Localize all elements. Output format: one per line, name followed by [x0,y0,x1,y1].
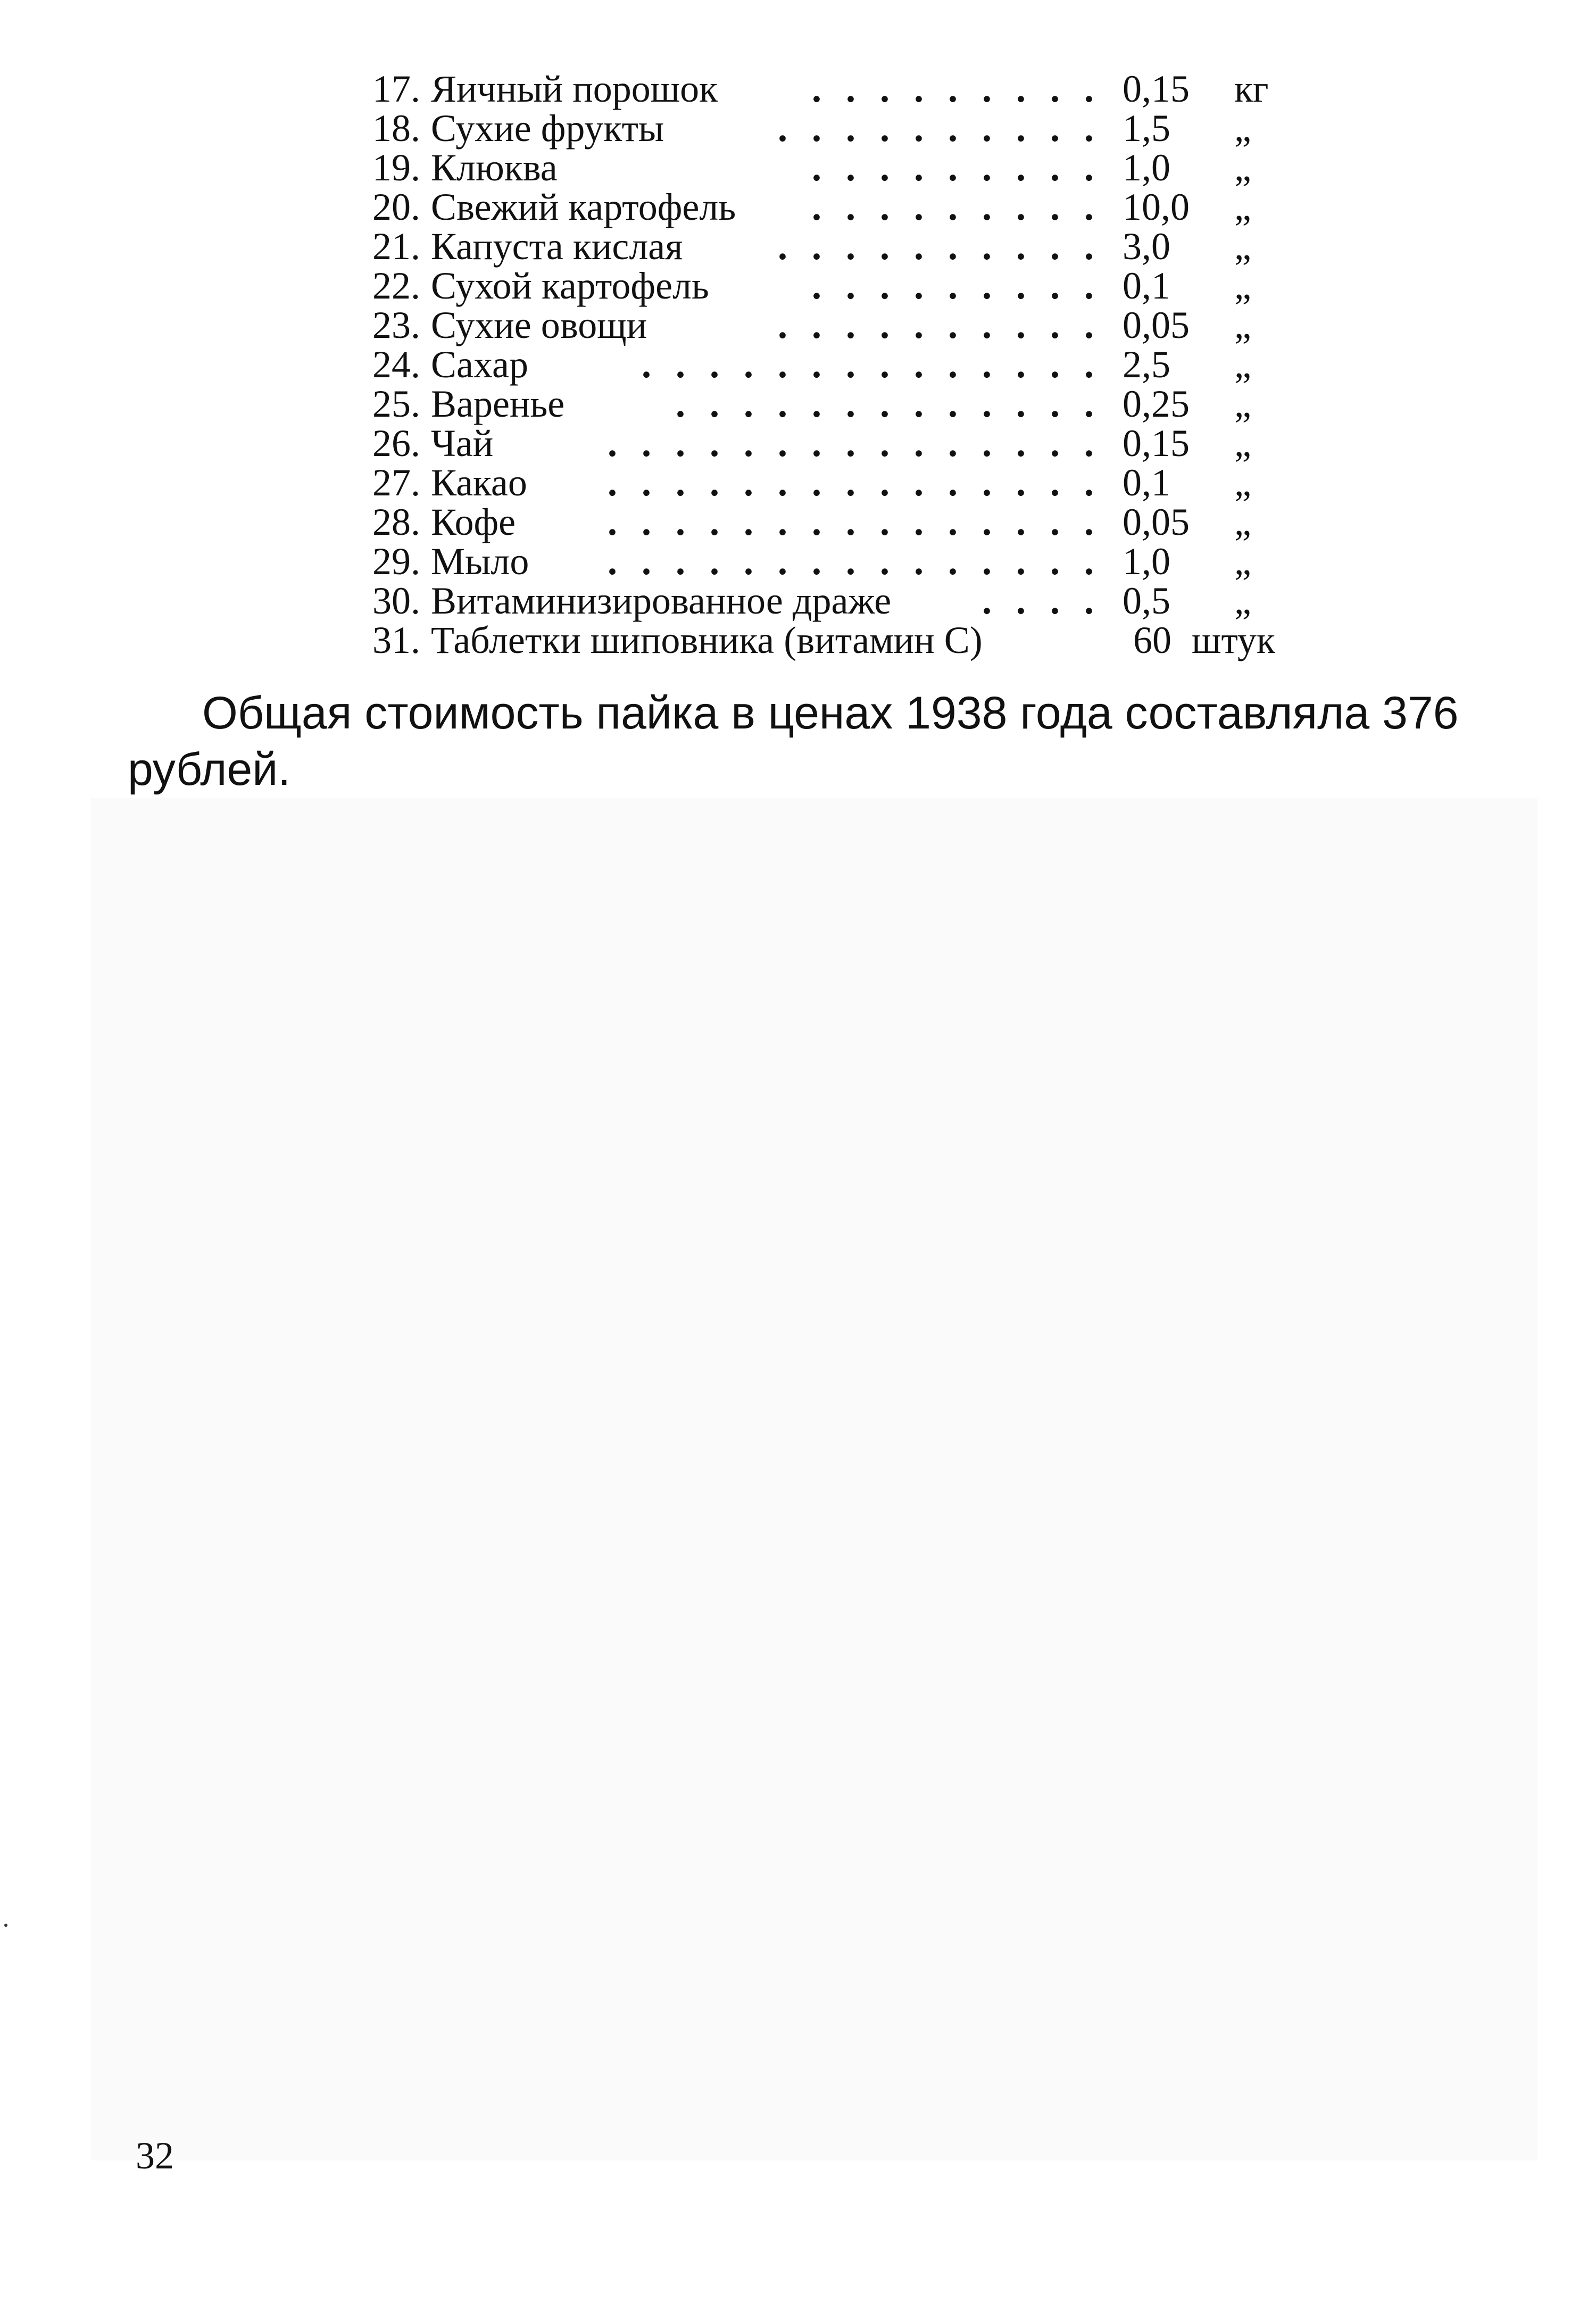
item-unit: „ [1234,264,1251,307]
list-item [0,581,1596,620]
leader-dots: . . . . . . . . . . [778,107,1101,150]
leader-dots: . . . . . . . . . [812,186,1101,228]
item-unit: кг [1234,68,1269,110]
item-unit: „ [1234,107,1251,150]
item-quantity: 0,05 [1123,304,1190,346]
list-item [0,148,1596,187]
leader-dots: . . . . . . . . . . . . . . . [608,422,1101,465]
scan-speck [4,1924,7,1927]
item-unit: „ [1234,186,1251,228]
item-unit: „ [1234,383,1251,425]
item-quantity: 3,0 [1123,225,1170,268]
leader-dots: . . . . . . . . . . [778,225,1101,268]
item-name: Сухой картофель [431,264,709,307]
item-quantity: 0,1 [1123,461,1170,504]
list-item [0,502,1596,542]
item-unit: „ [1234,146,1251,189]
item-number: 27. [372,461,420,504]
item-name: Капуста кислая [431,225,683,268]
list-item [0,620,1596,660]
item-number: 25. [372,383,420,425]
item-name: Свежий картофель [431,186,736,228]
item-name: Сахар [431,343,528,386]
item-quantity: 0,15 [1123,422,1190,465]
item-unit: „ [1234,343,1251,386]
list-item [0,305,1596,345]
leader-dots: . . . . . . . . . . . . . . [642,343,1101,386]
item-quantity: 0,5 [1123,579,1170,622]
item-quantity: 1,0 [1123,540,1170,583]
item-number: 23. [372,304,420,346]
leader-dots: . . . . . . . . . . . . . . . [608,461,1101,504]
item-quantity: 0,15 [1123,68,1190,110]
item-quantity: 1,0 [1123,146,1170,189]
item-unit: „ [1234,501,1251,543]
item-number: 31. [372,619,420,661]
item-name: Сухие овощи [431,304,647,346]
item-unit: штук [1192,619,1275,661]
leader-dots: . . . . . . . . . . . . . [676,383,1101,425]
item-quantity: 2,5 [1123,343,1170,386]
paragraph-line-1: Общая стоимость пайка в ценах 1938 года составляла 376 [202,688,1459,739]
item-unit: „ [1234,304,1251,346]
item-unit: „ [1234,579,1251,622]
item-name: Сухие фрукты [431,107,664,150]
list-item [0,187,1596,227]
list-item [0,266,1596,305]
item-unit: „ [1234,540,1251,583]
leader-dots: . . . . . . . . . [812,264,1101,307]
item-number: 19. [372,146,420,189]
item-number: 29. [372,540,420,583]
item-name: Таблетки шиповника (витамин С) [431,619,983,661]
leader-dots: . . . . . . . . . . [778,304,1101,346]
item-name: Варенье [431,383,565,425]
list-item [0,109,1596,148]
item-unit: „ [1234,422,1251,465]
item-name: Чай [431,422,494,465]
item-number: 24. [372,343,420,386]
list-item [0,542,1596,581]
list-item [0,345,1596,384]
item-name: Клюква [431,146,558,189]
item-quantity: 0,05 [1123,501,1190,543]
item-number: 20. [372,186,420,228]
item-number: 17. [372,68,420,110]
leader-dots: . . . . . . . . . [812,68,1101,110]
list-item [0,384,1596,424]
item-unit: „ [1234,461,1251,504]
item-name: Витаминизированное драже [431,579,892,622]
item-number: 22. [372,264,420,307]
list-item [0,424,1596,463]
item-quantity: 10,0 [1123,186,1190,228]
item-name: Мыло [431,540,529,583]
item-name: Кофе [431,501,516,543]
paragraph-line-2: рублей. [128,744,291,795]
item-quantity: 0,1 [1123,264,1170,307]
leader-dots: . . . . . . . . . . . . . . . [608,540,1101,583]
item-quantity: 1,5 [1123,107,1170,150]
leader-dots: . . . . . . . . . . . . . . . [608,501,1101,543]
item-quantity: 60 [1133,619,1171,661]
list-item [0,69,1596,109]
item-number: 18. [372,107,420,150]
item-number: 21. [372,225,420,268]
item-number: 26. [372,422,420,465]
item-unit: „ [1234,225,1251,268]
page-number: 32 [136,2134,174,2177]
leader-dots: . . . . . . . . . [812,146,1101,189]
item-number: 28. [372,501,420,543]
item-name: Какао [431,461,527,504]
cost-paragraph [128,686,1522,796]
item-quantity: 0,25 [1123,383,1190,425]
list-item [0,227,1596,266]
list-item [0,463,1596,502]
item-name: Яичный порошок [431,68,718,110]
blank-area [90,798,1537,2160]
item-number: 30. [372,579,420,622]
leader-dots: . . . . [982,579,1101,622]
